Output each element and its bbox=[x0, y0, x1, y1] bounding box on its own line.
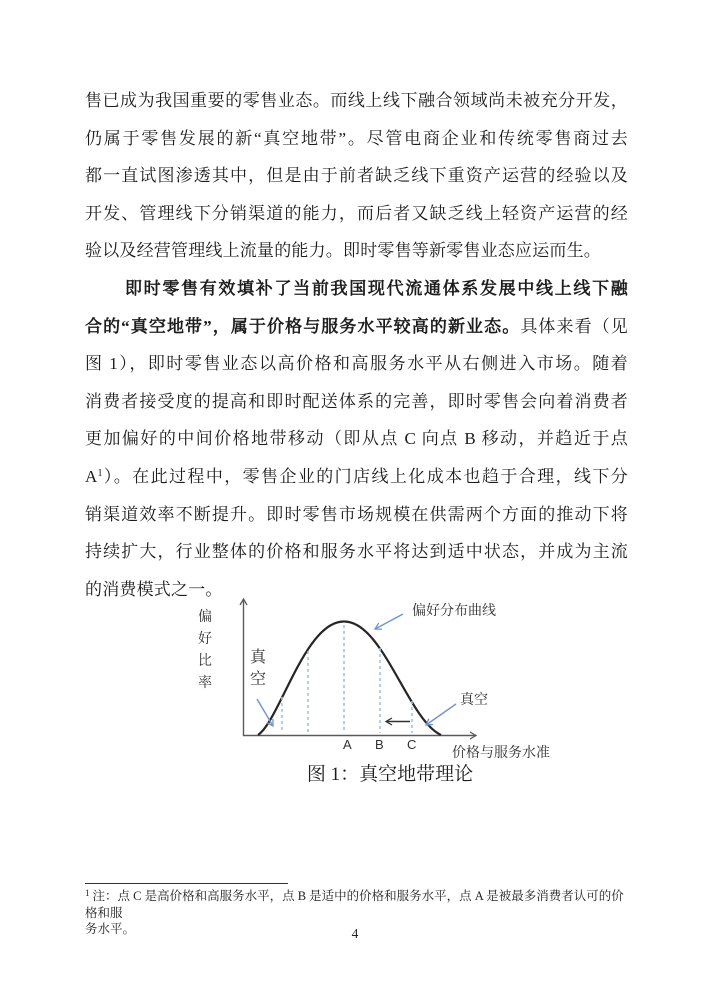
text-line bbox=[85, 533, 628, 571]
text-line bbox=[85, 496, 628, 534]
text-line bbox=[85, 571, 628, 609]
text-line bbox=[85, 195, 628, 233]
text-line bbox=[85, 345, 628, 383]
text-line bbox=[85, 120, 628, 158]
text-segment: 消费者接受度的提高和即时配送体系的完善，即时零售会向着消费者 bbox=[85, 391, 628, 411]
text-line bbox=[85, 232, 628, 270]
preference-curve bbox=[258, 621, 441, 735]
text-segment: A bbox=[85, 466, 98, 486]
text-segment: 更加偏好的中间价格地带移动（即从点 C 向点 B 移动，并趋近于点 bbox=[85, 429, 628, 449]
vacuum-right-arrow bbox=[426, 704, 456, 725]
page-number: 4 bbox=[351, 926, 359, 941]
x-axis-label: 价格与服务水准 bbox=[452, 744, 550, 760]
vacuum-left-arrow bbox=[257, 699, 273, 726]
text-segment: 的消费模式之一。 bbox=[85, 579, 223, 599]
footnote-line: $^1$ 注：点 C 是高价格和高服务水平，点 B 是适中的价格和服务水平，点 A 是被最多消费者认可的价格和服 bbox=[85, 888, 624, 920]
text-segment: 开发、管理线下分销渠道的能力，而后者又缺乏线上轻资产运营的经 bbox=[85, 203, 628, 223]
text-segment: 验以及经营管理线上流量的能力。即时零售等新零售业态应运而生。 bbox=[85, 241, 601, 261]
text-segment: 即时零售有效填补了当前我国现代流通体系发展中线上线下融 bbox=[125, 278, 628, 298]
superscript-ref: 1 bbox=[97, 467, 103, 479]
text-segment: 售已成为我国重要的零售业态。而线上线下融合领域尚未被充分开发， bbox=[85, 91, 628, 110]
text-segment: 具体来看（见 bbox=[520, 316, 629, 336]
footnote-separator bbox=[85, 883, 288, 884]
text-segment: 都一直试图渗透其中，但是由于前者缺乏线下重资产运营的经验以及 bbox=[85, 166, 628, 186]
vacuum-right-label: 真空 bbox=[460, 691, 488, 707]
footnote-marker: 1 bbox=[85, 888, 90, 898]
text-line bbox=[85, 420, 628, 458]
text-segment: 销渠道效率不断提升。即时零售市场规模在供需两个方面的推动下将 bbox=[85, 504, 628, 524]
text-line bbox=[85, 383, 628, 421]
text-line bbox=[85, 82, 628, 120]
text-line bbox=[85, 308, 628, 346]
point-label-b: B bbox=[375, 737, 384, 752]
text-line bbox=[85, 157, 628, 195]
y-axis-label: 偏好比率 bbox=[198, 608, 212, 690]
point-label-a: A bbox=[343, 737, 352, 752]
footnote-line: 务水平。 bbox=[85, 922, 136, 936]
curve-label: 偏好分布曲线 bbox=[412, 602, 496, 618]
text-segment: 图 1），即时零售业态以高价格和高服务水平从右侧进入市场。随着 bbox=[85, 354, 628, 374]
text-segment: ）。在此过程中，零售企业的门店线上化成本也趋于合理，线下分 bbox=[102, 466, 628, 486]
figure-caption: 图 1：真空地带理论 bbox=[306, 764, 474, 785]
vacuum-left-label: 真空 bbox=[250, 649, 267, 688]
point-label-c: C bbox=[407, 737, 417, 752]
body-text bbox=[85, 82, 628, 608]
text-line bbox=[85, 458, 628, 496]
text-segment: 持续扩大，行业整体的价格和服务水平将达到适中状态，并成为主流 bbox=[85, 542, 628, 562]
text-line bbox=[85, 270, 628, 308]
text-segment: 仍属于零售发展的新“真空地带”。尽管电商企业和传统零售商过去 bbox=[85, 128, 628, 148]
text-segment: 合的“真空地带”，属于价格与服务水平较高的新业态。 bbox=[85, 316, 521, 336]
curve-label-arrow bbox=[375, 614, 403, 629]
